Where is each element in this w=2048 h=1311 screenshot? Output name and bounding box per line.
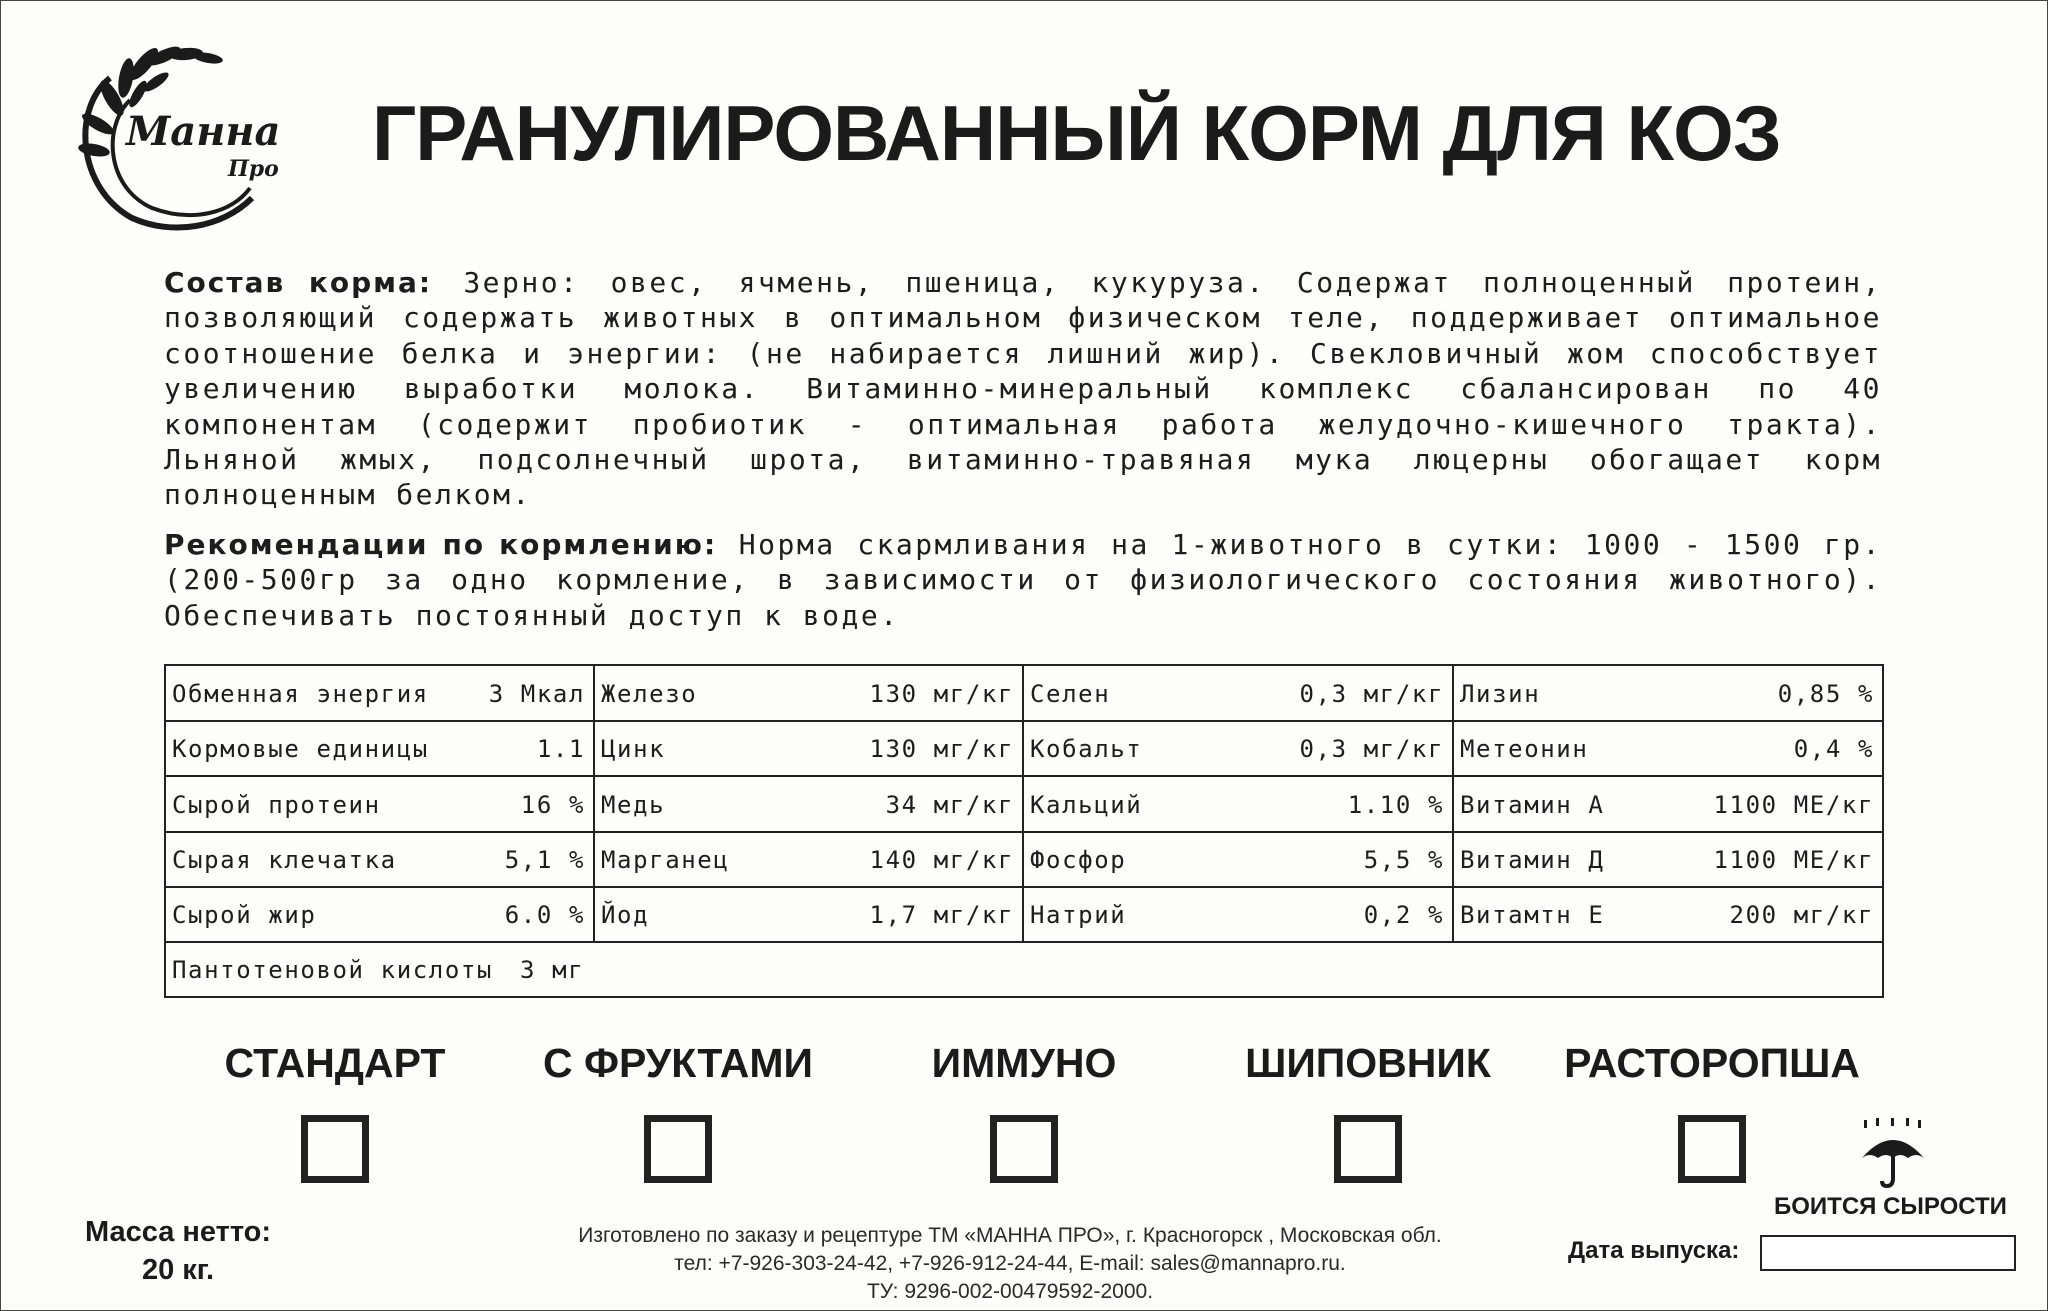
- nutrient-value: 200 мг/кг: [1729, 901, 1874, 929]
- nutrient-value: 140 мг/кг: [869, 846, 1014, 874]
- table-cell: [1454, 832, 1882, 886]
- recommendations-heading: Рекомендации по кормлению:: [164, 528, 718, 561]
- table-cell: [1454, 777, 1882, 831]
- variant-checkbox[interactable]: [301, 1115, 369, 1183]
- nutrient-label: Витамин Д: [1460, 846, 1605, 874]
- table-cell: [166, 666, 595, 720]
- nutrient-value: 3 мг: [520, 956, 585, 984]
- table-cell: [1024, 777, 1454, 831]
- net-mass-label: Масса нетто:: [84, 1216, 272, 1248]
- table-row: [166, 721, 1882, 777]
- table-cell: [1454, 721, 1882, 775]
- variant-checkbox[interactable]: [1334, 1115, 1402, 1183]
- release-date-field[interactable]: [1760, 1235, 2016, 1271]
- nutrient-label: Кормовые единицы: [172, 735, 429, 763]
- nutrient-label: Витамин А: [1460, 791, 1605, 819]
- table-cell: [166, 721, 595, 775]
- table-cell: [166, 887, 595, 941]
- nutrient-value: 0,3 мг/кг: [1299, 735, 1444, 763]
- brand-logo: [52, 38, 302, 238]
- table-cell: [1454, 666, 1882, 720]
- nutrient-value: 130 мг/кг: [869, 680, 1014, 708]
- composition-paragraph: [164, 265, 1882, 513]
- table-cell: [166, 832, 595, 886]
- table-row: [166, 887, 1882, 943]
- table-row: [166, 777, 1882, 833]
- nutrient-label: Сырой жир: [172, 901, 317, 929]
- net-mass-value: 20 кг.: [141, 1254, 215, 1286]
- nutrient-value: 1100 МЕ/кг: [1713, 791, 1874, 819]
- nutrient-label: Витамтн Е: [1460, 901, 1605, 929]
- release-date-label: Дата выпуска:: [1568, 1237, 1740, 1264]
- composition-text: Зерно: овес, ячмень, пшеница, кукуруза. Содержат полноценный протеин, позволяющий содержать животных в оптимальном физическом теле, поддерживает оптимальное соотношение белка и энергии: (не набирается лишний жир). Свекловичный жом способствует увеличению выработки молока. Витаминно-минеральный комплекс сбалансирован по 40 компонентам (содержит пробиотик - оптимальная работа желудочно-кишечного тракта). Льняной жмых, подсолнечный шрота, витаминно-травяная мука люцерны обогащает корм полноценным белком.: [164, 266, 1882, 512]
- manufacturer-line: Изготовлено по заказу и рецептуре ТМ «МАННА ПРО», г. Красногорск , Московская обл.: [578, 1224, 1442, 1247]
- recommendations-text: Норма скармливания на 1-животного в сутки: 1000 - 1500 гр. (200-500гр за одно кормление, в зависимости от физиологического состояния животного). Обеспечивать постоянный доступ к воде.: [164, 528, 1882, 632]
- table-cell: [595, 832, 1024, 886]
- variant-label: ИММУНО: [931, 1040, 1117, 1086]
- umbrella-rain-icon: [1858, 1118, 1928, 1190]
- nutrient-value: 34 мг/кг: [885, 791, 1014, 819]
- table-row: [166, 666, 1882, 722]
- nutrient-value: 16 %: [520, 791, 585, 819]
- nutrient-value: 1,7 мг/кг: [869, 901, 1014, 929]
- wheat-logo-icon: [52, 38, 302, 238]
- table-cell: [166, 777, 595, 831]
- nutrient-label: Фосфор: [1030, 846, 1127, 874]
- variant-label: С ФРУКТАМИ: [542, 1040, 814, 1086]
- manufacturer-info: [500, 1222, 1520, 1306]
- nutrient-label: Железо: [601, 680, 698, 708]
- contacts-line: тел: +7-926-303-24-42, +7-926-912-24-44, E-mail: sales@mannapro.ru.: [674, 1252, 1346, 1275]
- variant-standard: [175, 1040, 495, 1183]
- nutrient-label: Сырая клечатка: [172, 846, 397, 874]
- nutrient-label: Лизин: [1460, 680, 1541, 708]
- table-cell: [1024, 887, 1454, 941]
- variant-checkbox[interactable]: [990, 1115, 1058, 1183]
- table-cell: [595, 777, 1024, 831]
- nutrition-table: [164, 664, 1884, 998]
- brand-name: Манна: [126, 108, 281, 155]
- variant-milk-thistle: [1552, 1040, 1872, 1183]
- variant-checkbox[interactable]: [1678, 1115, 1746, 1183]
- nutrient-value: 0,85 %: [1777, 680, 1874, 708]
- nutrient-label: Йод: [601, 901, 650, 929]
- variant-fruits: [518, 1040, 838, 1183]
- table-cell: [595, 887, 1024, 941]
- spec-line: ТУ: 9296-002-00479592-2000.: [866, 1280, 1154, 1303]
- variant-rosehip: [1208, 1040, 1528, 1183]
- nutrient-label: Обменная энергия: [172, 680, 429, 708]
- nutrient-label: Кобальт: [1030, 735, 1143, 763]
- composition-heading: Состав корма:: [164, 266, 433, 299]
- recommendations-paragraph: [164, 527, 1882, 633]
- table-cell: [595, 721, 1024, 775]
- nutrient-value: 0,3 мг/кг: [1299, 680, 1444, 708]
- moisture-warning: БОИТСЯ СЫРОСТИ: [1774, 1193, 2007, 1220]
- nutrient-value: 5,1 %: [504, 846, 585, 874]
- variant-immuno: [864, 1040, 1184, 1183]
- brand-sub: Про: [228, 156, 279, 182]
- nutrient-value: 0,2 %: [1363, 901, 1444, 929]
- nutrient-value: 1.10 %: [1347, 791, 1444, 819]
- nutrient-value: 0,4 %: [1793, 735, 1874, 763]
- nutrient-label: Метеонин: [1460, 735, 1589, 763]
- table-cell: [1024, 666, 1454, 720]
- nutrient-label: Марганец: [601, 846, 730, 874]
- table-cell: [1454, 887, 1882, 941]
- table-row: [166, 832, 1882, 888]
- variant-checkbox[interactable]: [644, 1115, 712, 1183]
- nutrient-value: 130 мг/кг: [869, 735, 1014, 763]
- variant-label: ШИПОВНИК: [1245, 1040, 1491, 1086]
- table-cell: [166, 942, 1882, 998]
- table-cell: [595, 666, 1024, 720]
- variant-label: СТАНДАРТ: [224, 1040, 446, 1086]
- nutrient-label: Сырой протеин: [172, 791, 381, 819]
- nutrient-label: Натрий: [1030, 901, 1127, 929]
- nutrient-label: Медь: [601, 791, 666, 819]
- nutrient-label: Селен: [1030, 680, 1111, 708]
- nutrient-label: Цинк: [601, 735, 666, 763]
- table-row: [166, 942, 1882, 998]
- nutrient-value: 1100 МЕ/кг: [1713, 846, 1874, 874]
- nutrient-label: Пантотеновой кислоты: [172, 956, 493, 984]
- nutrient-value: 6.0 %: [504, 901, 585, 929]
- nutrient-label: Кальций: [1030, 791, 1143, 819]
- nutrient-value: 5,5 %: [1363, 846, 1444, 874]
- table-cell: [1024, 832, 1454, 886]
- net-mass: [60, 1213, 296, 1289]
- variant-label: РАСТОРОПША: [1564, 1040, 1860, 1086]
- table-cell: [1024, 721, 1454, 775]
- page-title: ГРАНУЛИРОВАННЫЙ КОРМ ДЛЯ КОЗ: [372, 89, 1781, 177]
- nutrient-value: 3 Мкал: [488, 680, 585, 708]
- nutrient-value: 1.1: [536, 735, 585, 763]
